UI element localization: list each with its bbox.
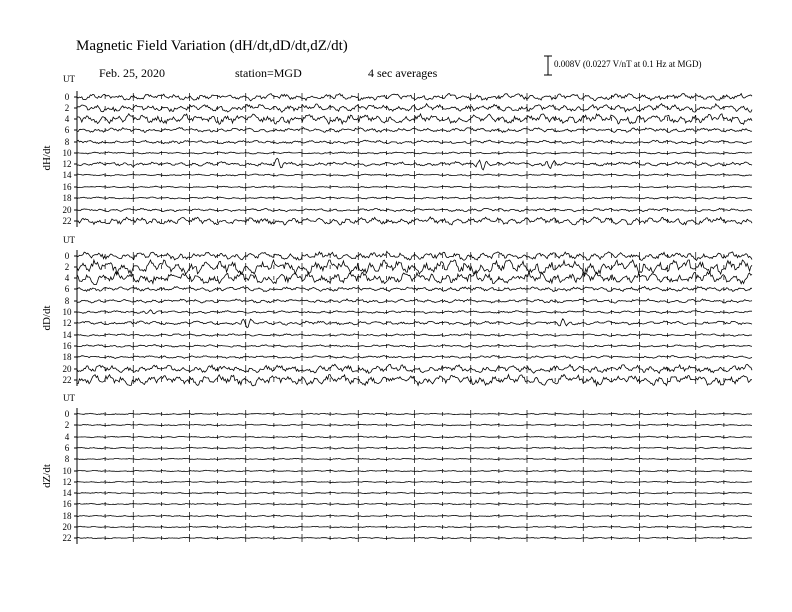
row-label: 8	[64, 296, 70, 306]
row-label: 20	[62, 205, 72, 215]
row-label: 16	[62, 499, 72, 509]
row-label: 0	[64, 92, 70, 102]
row-label: 6	[64, 284, 70, 294]
row-label: 4	[64, 273, 70, 283]
row-label: 12	[62, 159, 72, 169]
row-label: 6	[64, 125, 70, 135]
row-label: 20	[62, 522, 72, 532]
row-label: 22	[62, 216, 72, 226]
ut-label: UT	[63, 393, 75, 403]
scale-bar	[544, 56, 552, 75]
ut-label: UT	[63, 235, 75, 245]
row-label: 18	[62, 352, 72, 362]
row-label: 0	[64, 251, 70, 261]
row-label: 12	[62, 318, 72, 328]
row-label: 14	[62, 170, 72, 180]
panel-dD-dt	[41, 235, 752, 386]
row-label: 16	[62, 341, 72, 351]
date-label: Feb. 25, 2020	[99, 66, 165, 80]
row-label: 6	[64, 443, 70, 453]
row-label: 8	[64, 454, 70, 464]
row-label: 10	[62, 148, 72, 158]
row-label: 20	[62, 364, 72, 374]
row-label: 10	[62, 466, 72, 476]
y-axis-label: dD/dt	[41, 305, 53, 331]
y-axis-label: dH/dt	[41, 145, 53, 171]
row-label: 4	[64, 432, 70, 442]
row-label: 22	[62, 533, 72, 543]
row-label: 18	[62, 193, 72, 203]
panel-dH-dt	[41, 74, 752, 227]
row-label: 2	[64, 103, 70, 113]
row-label: 2	[64, 420, 70, 430]
ut-label: UT	[63, 74, 75, 84]
chart-title: Magnetic Field Variation (dH/dt,dD/dt,dZ/dt)	[76, 38, 348, 54]
station-label: station=MGD	[235, 66, 302, 80]
panel-dZ-dt	[41, 393, 752, 544]
averaging-label: 4 sec averages	[368, 66, 438, 80]
row-label: 14	[62, 330, 72, 340]
y-axis-label: dZ/dt	[41, 464, 53, 488]
row-label: 16	[62, 182, 72, 192]
row-label: 8	[64, 137, 70, 147]
row-label: 4	[64, 114, 70, 124]
row-label: 12	[62, 477, 72, 487]
row-label: 0	[64, 409, 70, 419]
row-label: 10	[62, 307, 72, 317]
row-label: 18	[62, 511, 72, 521]
scale-label: 0.008V (0.0227 V/nT at 0.1 Hz at MGD)	[554, 59, 702, 69]
row-label: 14	[62, 488, 72, 498]
row-label: 2	[64, 262, 70, 272]
row-label: 22	[62, 375, 72, 385]
